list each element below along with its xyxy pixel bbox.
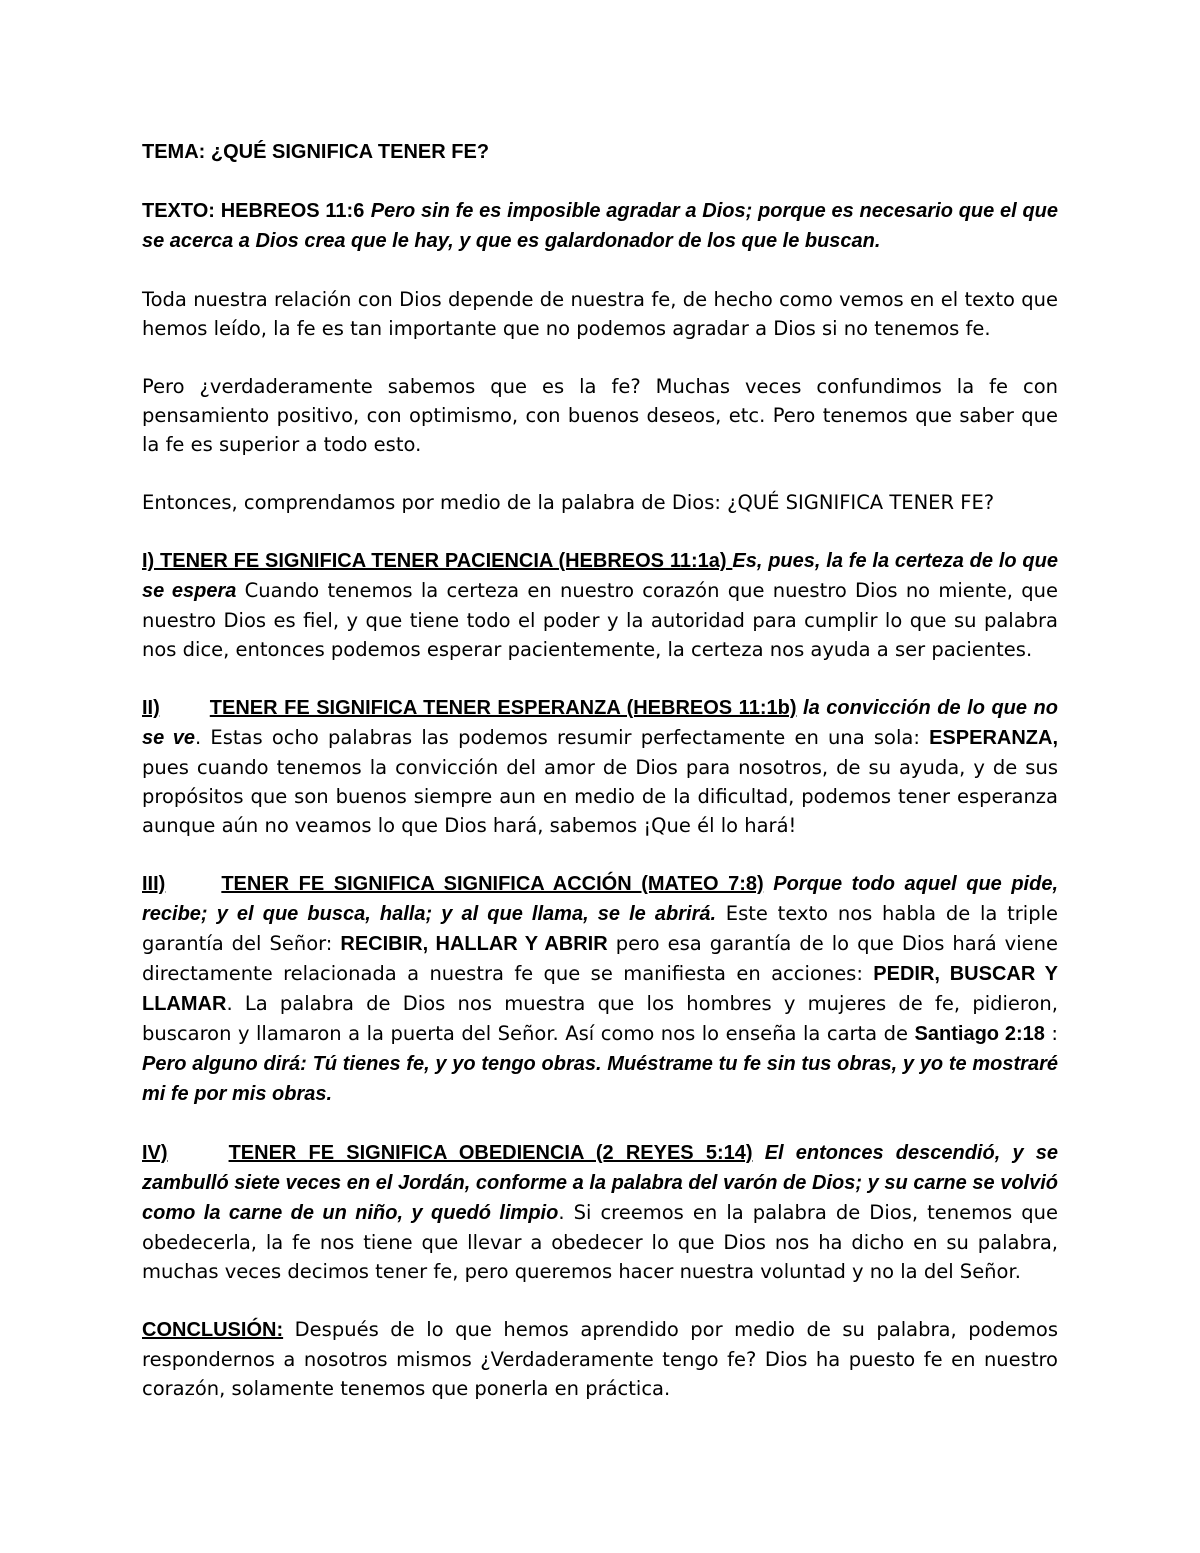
point-3-heading: TENER FE SIGNIFICA SIGNIFICA ACCIÓN (MATEO 7:8) (221, 873, 764, 895)
point-3-num: III) (142, 873, 166, 895)
document-title: TEMA: ¿QUÉ SIGNIFICA TENER FE? (142, 141, 490, 163)
conclusion-paragraph (142, 1315, 1058, 1403)
point-1-body: Cuando tenemos la certeza en nuestro corazón que nuestro Dios no miente, que nuestro Dios es fiel, y que tiene todo el poder y la autoridad para cumplir lo que su palabra nos dice, entonces podemos esperar pacientemente, la certeza nos ayuda a ser pacientes. (142, 579, 1059, 661)
point-3-body-4: : (1044, 1022, 1058, 1045)
point-2-bold-1: ESPERANZA, (929, 727, 1058, 749)
point-4-heading: TENER FE SIGNIFICA OBEDIENCIA (2 REYES 5:14) (228, 1142, 753, 1164)
point-3-bold-3: Santiago 2:18 (914, 1023, 1045, 1045)
point-2-body-2: pues cuando tenemos la convicción del amor de Dios para nosotros, de su ayuda, y de sus propósitos que son buenos siempre aun en medio de la dificultad, podemos tener esperanza aunque aún no veamos lo que Dios hará, sabemos ¡Que él lo hará! (142, 756, 1058, 837)
document-page (142, 137, 1058, 1432)
point-3-number (142, 873, 764, 895)
point-3-body-2: pero esa garantía de lo que Dios hará viene directamente relacionada a nuestra fe que se manifiesta en acciones: (142, 932, 1058, 985)
conclusion-label: CONCLUSIÓN: (142, 1319, 284, 1341)
point-2 (142, 693, 1058, 840)
conclusion-body: Después de lo que hemos aprendido por medio de su palabra, podemos respondernos a nosotros mismos ¿Verdaderamente tengo fe? Dios ha puesto fe en nuestro corazón, solamente tenemos que ponerla en práctica. (142, 1318, 1058, 1400)
intro-paragraph-1: Toda nuestra relación con Dios depende de nuestra fe, de hecho como vemos en el texto que hemos leído, la fe es tan importante que no podemos agradar a Dios si no tenemos fe. (142, 288, 1058, 340)
point-2-verse: la convicción de lo que no se ve (142, 697, 1058, 749)
point-3-bold-1: RECIBIR, HALLAR Y ABRIR (340, 933, 608, 955)
point-4-number (142, 1142, 753, 1164)
point-1-heading: I) TENER FE SIGNIFICA TENER PACIENCIA (HEBREOS 11:1a) (142, 550, 733, 572)
texto-label: TEXTO: HEBREOS 11:6 (142, 200, 365, 222)
point-1 (142, 546, 1058, 664)
title-paragraph (142, 137, 1058, 167)
point-4-body: . Si creemos en la palabra de Dios, tenemos que obedecerla, la fe nos tiene que llevar a obedecer lo que Dios nos ha dicho en su palabra, muchas veces decimos tener fe, pero queremos hacer nuestra voluntad y no la del Señor. (142, 1201, 1058, 1283)
point-2-num: II) (142, 697, 160, 719)
point-3-body-3: . La palabra de Dios nos muestra que los hombres y mujeres de fe, pidieron, buscaron y llamaron a la puerta del Señor. Así como nos lo enseña la carta de (142, 992, 1058, 1045)
point-4-verse: El entonces descendió, y se zambulló siete veces en el Jordán, conforme a la palabra del varón de Dios; y su carne se volvió como la carne de un niño, y quedó limpio (142, 1142, 1059, 1224)
point-3-verse: Porque todo aquel que pide, recibe; y el que busca, halla; y al que llama, se le abrirá. (142, 873, 1059, 925)
point-1-verse: Es, pues, la fe la certeza de lo que se espera (142, 550, 1058, 602)
texto-verse: Pero sin fe es imposible agradar a Dios; porque es necesario que el que se acerca a Dios crea que le hay, y que es galardonador de los que le buscan. (142, 200, 1059, 252)
intro-paragraph-2: Pero ¿verdaderamente sabemos que es la fe? Muchas veces confundimos la fe con pensamiento positivo, con optimismo, con buenos deseos, etc. Pero tenemos que saber que la fe es superior a todo esto. (142, 375, 1058, 456)
point-2-heading: TENER FE SIGNIFICA TENER ESPERANZA (HEBREOS 11:1b) (209, 697, 797, 719)
point-3-bold-2: PEDIR, BUSCAR Y LLAMAR (142, 963, 1058, 1015)
intro-paragraph-3: Entonces, comprendamos por medio de la palabra de Dios: ¿QUÉ SIGNIFICA TENER FE? (142, 491, 995, 514)
point-2-number (142, 697, 797, 719)
point-3 (142, 869, 1058, 1109)
point-3-verse-2: Pero alguno dirá: Tú tienes fe, y yo tengo obras. Muéstrame tu fe sin tus obras, y yo te mostraré mi fe por mis obras. (142, 1053, 1058, 1105)
point-2-body-1: . Estas ocho palabras las podemos resumir perfectamente en una sola: (195, 726, 930, 749)
point-3-body-1: Este texto nos habla de la triple garantía del Señor: (142, 902, 1058, 955)
point-4 (142, 1138, 1058, 1286)
point-4-num: IV) (142, 1142, 168, 1164)
texto-paragraph (142, 196, 1058, 256)
